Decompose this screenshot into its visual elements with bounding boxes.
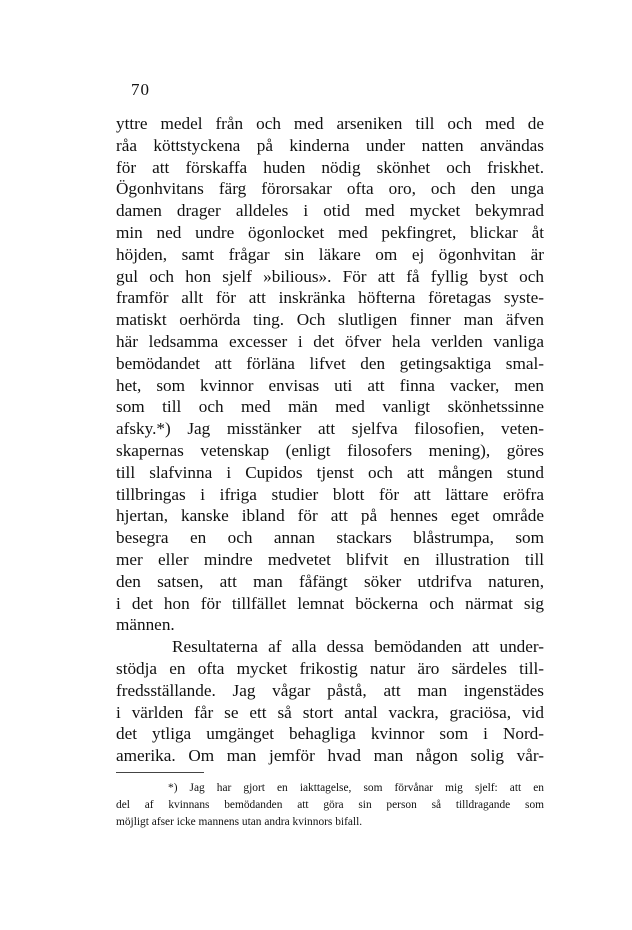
text-line: mer eller mindre medvetet blifvit en illustration till — [116, 549, 544, 569]
text-line: damen drager alldeles i otid med mycket bekymrad — [116, 201, 544, 221]
text-line: höjden, samt frågar sin läkare om ej ögonhvitan är — [116, 244, 544, 264]
text-line: här ledsamma excesser i det öfver hela verlden vanliga — [116, 331, 544, 351]
text-line: bemödandet att förläna lifvet den getingsaktiga smal- — [116, 353, 544, 373]
paragraph-end-line: männen. — [116, 615, 175, 635]
text-line: besegra en och annan stackars blåstrumpa, som — [116, 528, 544, 548]
text-line: matiskt oerhörda ting. Och slutligen finner man äfven — [116, 310, 544, 330]
text-line: råa köttstyckena på kinderna under natten användas — [116, 135, 544, 155]
text-line: det ytliga umgänget behagliga kvinnor som i Nord- — [116, 724, 544, 744]
text-line: yttre medel från och med arseniken till och med de — [116, 114, 544, 133]
page-number: 70 — [131, 80, 150, 99]
text-line: för att förskaffa huden nödig skönhet och friskhet. — [116, 157, 544, 177]
footnote-line: del af kvinnans bemödanden att göra sin person så tilldragande som — [116, 799, 544, 811]
footnote-line: möjligt afser icke mannens utan andra kvinnors bifall. — [116, 816, 363, 828]
text-line: het, som kvinnor envisas uti att finna vacker, men — [116, 375, 544, 395]
text-line: fredsställande. Jag vågar påstå, att man ingenstädes — [116, 680, 544, 700]
text-line: den satsen, att man fåfängt söker utdrifva naturen, — [116, 571, 544, 591]
text-line: till slafvinna i Cupidos tjenst och att mången stund — [116, 462, 544, 482]
text-line: amerika. Om man jemför hvad man någon solig vår- — [116, 746, 544, 766]
text-line: gul och hon sjelf »bilious». För att få fyllig byst och — [116, 266, 544, 286]
text-line: min ned undre ögonlocket med pekfingret, blickar åt — [116, 222, 544, 242]
text-line: tillbringas i ifriga studier blott för att lättare eröfra — [116, 484, 544, 504]
text-line: hjertan, kanske ibland för att på hennes eget område — [116, 506, 544, 526]
paragraph-start-line: Resultaterna af alla dessa bemödanden att under- — [172, 637, 544, 657]
text-line: som till och med män med vanligt skönhetssinne — [116, 397, 544, 417]
footnote — [116, 780, 544, 831]
text-line: skapernas vetenskap (enligt filosofers mening), göres — [116, 440, 544, 460]
text-line: i det hon för tillfället lemnat böckerna och närmat sig — [116, 593, 544, 613]
text-line: framför allt för att inskränka höfterna företagas syste- — [116, 288, 544, 308]
text-line: stödja en ofta mycket frikostig natur äro särdeles till- — [116, 658, 544, 678]
footnote-line: *) Jag har gjort en iakttagelse, som förvånar mig sjelf: att en — [168, 782, 544, 794]
body-text — [116, 113, 544, 767]
text-line: Ögonhvitans färg förorsakar ofta oro, och den unga — [116, 179, 544, 199]
footnote-divider — [116, 772, 204, 773]
text-line: i världen får se ett så stort antal vackra, graciösa, vid — [116, 702, 544, 722]
text-line: afsky.*) Jag misstänker att sjelfva filosofien, veten- — [116, 419, 544, 439]
